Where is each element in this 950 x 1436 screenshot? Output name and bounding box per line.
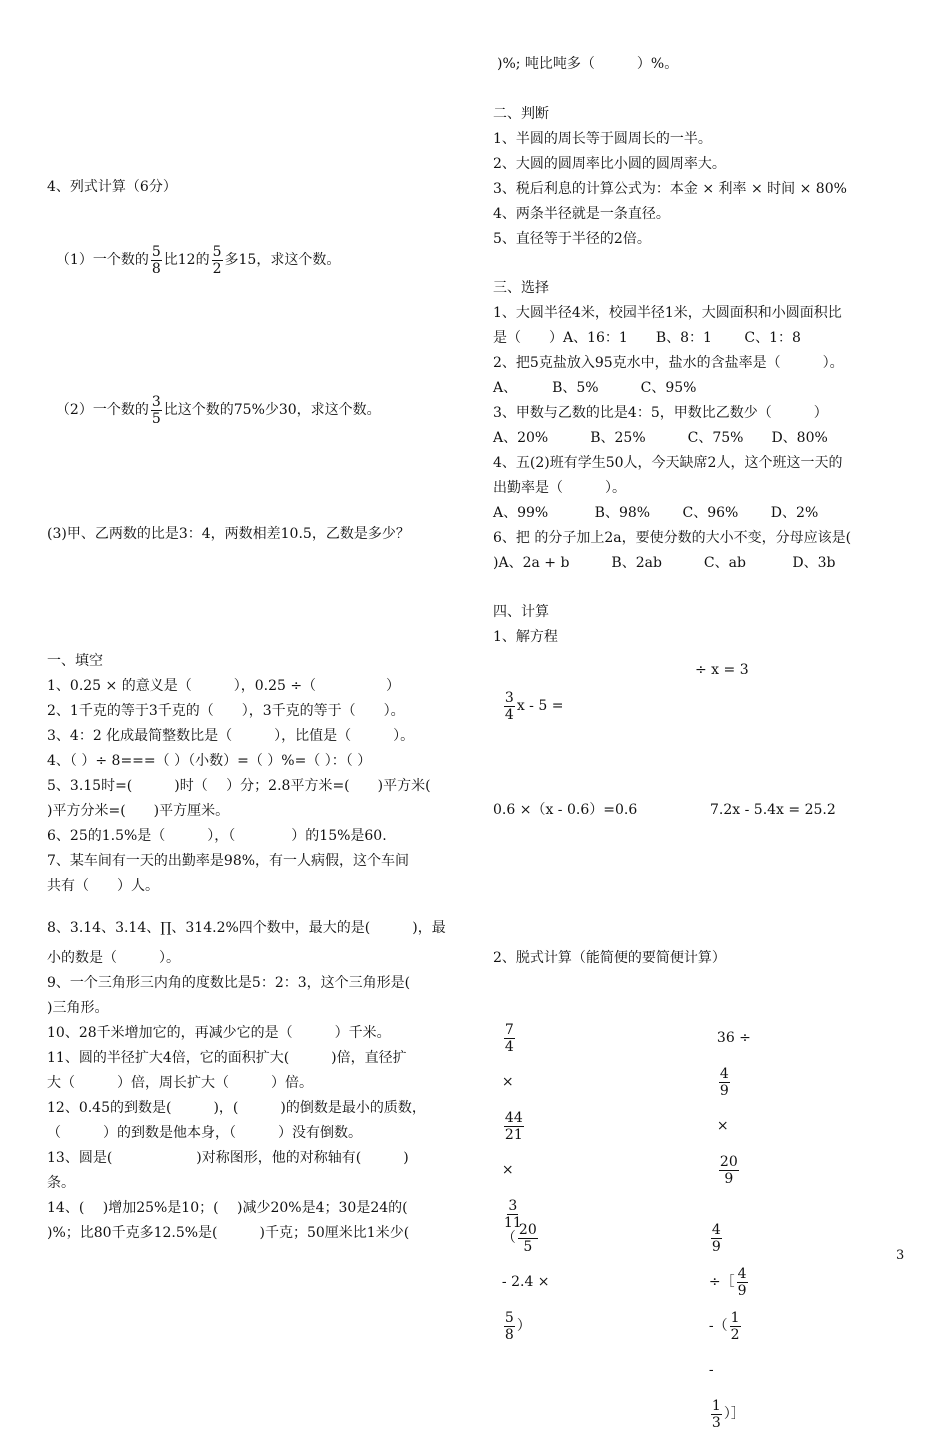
q4-part-2: （2）一个数的 $\frac{3}{5}$ 比这个数的75%少30，求这个数。 [55,393,381,427]
section-calc-title: 四、计算 [493,604,549,620]
fraction: $\frac{3}{5}$ [151,393,161,427]
expression-d: $\frac{4}{9}$ ÷［ $\frac{4}{9}$ -（ $\frac{1}{2}$ - $\frac{1}{3}$ ）］ [708,1221,747,1431]
equation-1: $\frac{3}{4}$ x - 5 = [504,689,564,723]
fill-line: 13、圆是( )对称图形，他的对称轴有( ) [47,1150,409,1166]
fill-line: 3、4：2 化成最简整数比是（ ），比值是（ ）。 [47,728,415,744]
fraction: $\frac{1}{3}$ [711,1397,721,1431]
equation-2: ÷ x = 3 [695,662,749,678]
q4-part-3: (3)甲、乙两数的比是3：4，两数相差10.5，乙数是多少？ [47,526,410,542]
expression-a: $\frac{7}{4}$ × $\frac{44}{21}$ × $\frac{3}{11}$ [501,1021,523,1231]
choice-line: A、99% B、98% C、96% D、2% [493,505,819,521]
fill-line: （ ）的到数是他本身，（ ）没有倒数。 [47,1125,362,1141]
fill-line: 5、3.15时=( )时（ ）分；2.8平方米=( )平方米( [47,778,431,794]
fraction: $\frac{4}{9}$ [711,1221,721,1255]
fill-line: 12、0.45的到数是( )，( )的倒数是最小的质数， [47,1100,426,1116]
fill-line: )三角形。 [47,1000,109,1016]
choice-line: 4、五(2)班有学生50人，今天缺席2人，这个班这一天的 [493,455,843,471]
fraction: $\frac{3}{11}$ [503,1197,522,1231]
fraction: $\frac{4}{9}$ [719,1065,729,1099]
fill-line: 8、3.14、3.14、∏、314.2%四个数中，最大的是( )，最 [47,920,446,936]
fraction: $\frac{1}{2}$ [730,1309,740,1343]
fill-line: )%；比80千克多12.5%是( )千克；50厘米比1米少( [47,1225,410,1241]
choice-line: )A、2a + b B、2ab C、ab D、3b [493,555,836,571]
page-number: 3 [896,1248,905,1263]
fill-line: 11、圆的半径扩大4倍，它的面积扩大( )倍，直径扩 [47,1050,407,1066]
fraction: $\frac{5}{8}$ [151,243,161,277]
choice-line: 出勤率是（ ）。 [493,480,626,496]
calc-sub-title: 1、解方程 [493,629,558,645]
fraction: $\frac{4}{9}$ [737,1265,747,1299]
fill-line: 共有（ ）人。 [47,878,159,894]
fill-line: 9、一个三角形三内角的度数比是5：2：3，这个三角形是( [47,975,411,991]
fill-line: )平方分米=( )平方厘米。 [47,803,230,819]
fraction: $\frac{3}{4}$ [504,689,514,723]
section-fill-title: 一、填空 [47,653,103,669]
choice-line: 2、把5克盐放入95克水中，盐水的含盐率是（ ）。 [493,355,844,371]
fraction: $\frac{7}{4}$ [504,1021,514,1055]
equation-3: 0.6 ×（x - 0.6）=0.6 [493,802,638,818]
fill-line: 大（ ）倍，周长扩大（ ）倍。 [47,1075,313,1091]
choice-line: 3、甲数与乙数的比是4：5，甲数比乙数少（ ） [493,405,828,421]
q4-part-1: （1）一个数的 $\frac{5}{8}$ 比12的 $\frac{5}{2}$ 多15，求这个数。 [55,243,341,277]
fill-line: 6、25的1.5%是（ ），（ ）的15%是60. [47,828,387,844]
fraction: $\frac{44}{21}$ [504,1109,523,1143]
judge-item: 3、税后利息的计算公式为：本金 × 利率 × 时间 × 80% [493,181,847,197]
fill-line: 小的数是（ ）。 [47,950,180,966]
fill-line: 条。 [47,1175,75,1191]
judge-item: 5、直径等于半径的2倍。 [493,231,651,247]
equation-4: 7.2x - 5.4x = 25.2 [710,802,836,818]
calc-sub-title: 2、脱式计算（能简便的要简便计算） [493,950,726,966]
judge-item: 4、两条半径就是一条直径。 [493,206,670,222]
fraction: $\frac{5}{8}$ [504,1309,514,1343]
fill-line: 10、28千米增加它的，再减少它的是（ ）千米。 [47,1025,391,1041]
choice-line: 1、大圆半径4米，校园半径1米，大圆面积和小圆面积比 [493,305,842,321]
fill-line: 14、( )增加25%是10；( )减少20%是4；30是24的( [47,1200,408,1216]
section-choice-title: 三、选择 [493,280,549,296]
judge-item: 1、半圆的周长等于圆周长的一半。 [493,131,712,147]
choice-line: A、 B、5% C、95% [493,380,697,396]
judge-item: 2、大圆的圆周率比小圆的圆周率大。 [493,156,726,172]
fraction: $\frac{5}{2}$ [212,243,222,277]
fraction: $\frac{20}{9}$ [719,1153,738,1187]
choice-line: A、20% B、25% C、75% D、80% [493,430,828,446]
fill-line: 2、1千克的等于3千克的（ ），3千克的等于（ ）。 [47,703,405,719]
fraction: $\frac{20}{5}$ [518,1221,537,1255]
choice-line: 6、把 的分子加上2a，要使分数的大小不变，分母应该是( [493,530,852,546]
fill-line: 1、0.25 × 的意义是（ ），0.25 ÷（ ） [47,678,401,694]
expression-b: 36 ÷ $\frac{4}{9}$ × $\frac{20}{9}$ [716,1030,751,1187]
expression-c: （ $\frac{20}{5}$ - 2.4 × $\frac{5}{8}$ ） [501,1221,550,1343]
section-q4-title: 4、列式计算（6分） [47,179,177,195]
fill-line: 4、（ ）÷ 8===（ ）（小数）=（ ）%=（ ）：（ ） [47,753,372,769]
choice-line: 是（ ）A、16：1 B、8：1 C、1：8 [493,330,801,346]
section-judge-title: 二、判断 [493,106,549,122]
fill-line: 7、某车间有一天的出勤率是98%，有一人病假，这个车间 [47,853,410,869]
continued-line: )%; 吨比吨多（ ）%。 [497,56,679,72]
